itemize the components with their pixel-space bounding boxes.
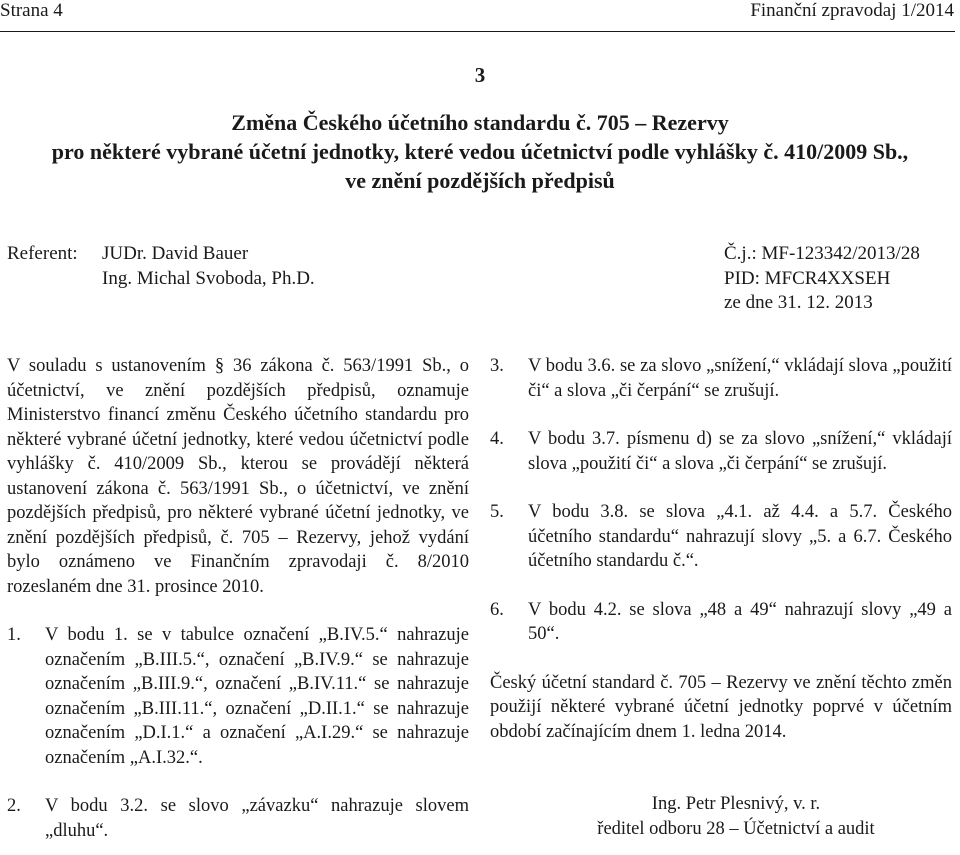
amendment-item (490, 598, 952, 647)
closing-paragraph: Český účetní standard č. 705 – Rezervy ve znění těchto změn použijí některé vybrané účetní jednotky poprvé v účetním období začínajícím dnem 1. ledna 2014. (490, 672, 952, 742)
journal-title: Finanční zpravodaj 1/2014 (750, 0, 954, 21)
item-text: V bodu 3.2. se slovo „závazku“ nahrazuje slovem „dluhu“. (45, 796, 469, 841)
referent-block (7, 242, 315, 291)
item-text: V bodu 4.2. se slova „48 a 49“ nahrazují slovy „49 a 50“. (528, 599, 952, 644)
signature-name: Ing. Petr Plesnivý, v. r. (651, 794, 821, 814)
item-number: 3. (490, 356, 504, 376)
referent-name-2: Ing. Michal Svoboda, Ph.D. (102, 267, 315, 289)
item-number: 5. (490, 502, 504, 522)
item-number: 1. (7, 625, 21, 645)
amendment-item (490, 354, 952, 403)
item-text: V bodu 3.8. se slova „4.1. až 4.4. a 5.7. Českého účetního standardu“ nahrazují slovy „5. a 6.7. Českého účetního standardu č.“. (528, 502, 952, 571)
amendment-item (7, 794, 469, 843)
reference-date: ze dne 31. 12. 2013 (724, 292, 873, 313)
document-number: 3 (474, 63, 486, 87)
signature-role: ředitel odboru 28 – Účetnictví a audit (597, 818, 875, 839)
title-line-3: ve znění pozdějších předpisů (345, 168, 615, 193)
reference-cj: Č.j.: MF-123342/2013/28 (724, 243, 920, 264)
item-number: 2. (7, 796, 21, 816)
amendment-item (490, 427, 952, 476)
amendment-item (7, 623, 469, 770)
item-number: 6. (490, 599, 504, 620)
document-title (0, 108, 960, 195)
title-line-2: pro některé vybrané účetní jednotky, které vedou účetnictví podle vyhlášky č. 410/2009 Sb., (51, 139, 909, 164)
page-number: Strana 4 (0, 0, 63, 21)
header-rule (0, 31, 955, 32)
item-number: 4. (490, 429, 504, 449)
item-text: V bodu 1. se v tabulce označení „B.IV.5.“ nahrazuje označením „B.III.5.“, označení „B.IV.9.“ se nahrazuje označením „B.III.9.“, označení „B.IV.11.“ se nahrazuje označením „B.III.11.“, označení „D.II.1.“ se nahrazuje označením „D.I.1.“ a označení „A.I.29.“ se nahrazuje označením „A.I.32.“. (45, 625, 469, 768)
reference-pid: PID: MFCR4XXSEH (724, 267, 891, 289)
title-line-1: Změna Českého účetního standardu č. 705 – Rezervy (231, 110, 729, 135)
referent-label: Referent: (7, 243, 78, 264)
right-column (490, 354, 952, 841)
item-text: V bodu 3.7. písmenu d) se za slovo „snížení,“ vkládají slova „použití či“ a slova „či čerpání“ se zrušují. (528, 429, 952, 474)
referent-name-1: JUDr. David Bauer (102, 243, 249, 264)
intro-paragraph: V souladu s ustanovením § 36 zákona č. 563/1991 Sb., o účetnictví, ve znění pozdějších předpisů, oznamuje Ministerstvo financí změnu Českého účetního standardu pro některé vybrané účetní jednotky, které vedou účetnictví podle vyhlášky č. 410/2009 Sb., kterou se provádějí některá ustanovení zákona č. 563/1991 Sb., o účetnictví, ve znění pozdějších předpisů, pro některé vybrané účetní jednotky, ve znění pozdějších předpisů, č. 705 – Rezervy, jehož vydání bylo oznámeno ve Finančním zpravodaji č. 8/2010 rozeslaném dne 31. prosince 2010. (7, 356, 469, 597)
reference-block (724, 242, 920, 316)
left-column (7, 354, 469, 843)
amendment-item (490, 500, 952, 574)
item-text: V bodu 3.6. se za slovo „snížení,“ vkládají slova „použití či“ a slova „či čerpání“ se zrušují. (528, 356, 952, 401)
